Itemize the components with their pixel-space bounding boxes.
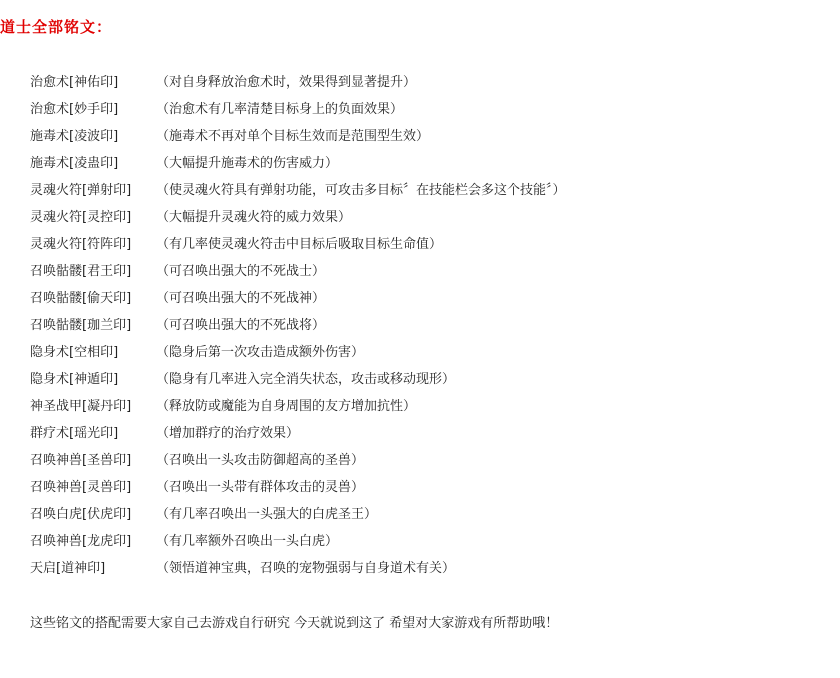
- inscription-description: （使灵魂火符具有弹射功能，可攻击多目标〞在技能栏会多这个技能〞）: [156, 183, 566, 198]
- inscription-name: 灵魂火符[符阵印]: [30, 237, 132, 252]
- inscription-name: 召唤神兽[龙虎印]: [30, 534, 132, 549]
- page-title: 道士全部铭文：: [0, 18, 113, 36]
- footer-text: 这些铭文的搭配需要大家自己去游戏自行研究 今天就说到这了 希望对大家游戏有所帮助哦！: [30, 616, 559, 631]
- inscription-row: [30, 100, 404, 127]
- inscription-name: 隐身术[神遁印]: [30, 372, 119, 387]
- inscription-row: [30, 424, 300, 451]
- inscription-name: 灵魂火符[弹射印]: [30, 183, 132, 198]
- inscription-description: （增加群疗的治疗效果）: [156, 426, 300, 441]
- inscription-description: （召唤出一头攻击防御超高的圣兽）: [156, 453, 365, 468]
- inscription-row: [30, 127, 430, 154]
- inscription-description: （有几率额外召唤出一头白虎）: [156, 534, 339, 549]
- inscription-description: （召唤出一头带有群体攻击的灵兽）: [156, 480, 365, 495]
- inscription-description: （大幅提升施毒术的伤害威力）: [156, 156, 339, 171]
- inscription-list: [30, 73, 566, 586]
- inscription-row: [30, 505, 378, 532]
- inscription-description: （可召唤出强大的不死战士）: [156, 264, 326, 279]
- inscription-description: （可召唤出强大的不死战神）: [156, 291, 326, 306]
- inscription-row: [30, 262, 326, 289]
- inscription-description: （有几率使灵魂火符击中目标后吸取目标生命值）: [156, 237, 443, 252]
- inscription-name: 灵魂火符[灵控印]: [30, 210, 132, 225]
- inscription-description: （隐身有几率进入完全消失状态，攻击或移动现形）: [156, 372, 456, 387]
- inscription-description: （对自身释放治愈术时，效果得到显著提升）: [156, 75, 417, 90]
- inscription-row: [30, 181, 566, 208]
- inscription-name: 施毒术[凌蛊印]: [30, 156, 119, 171]
- inscription-description: （有几率召唤出一头强大的白虎圣王）: [156, 507, 378, 522]
- inscription-description: （释放防或魔能为自身周围的友方增加抗性）: [156, 399, 417, 414]
- inscription-row: [30, 451, 365, 478]
- inscription-name: 施毒术[凌波印]: [30, 129, 119, 144]
- inscription-description: （隐身后第一次攻击造成额外伤害）: [156, 345, 365, 360]
- inscription-row: [30, 370, 456, 397]
- inscription-description: （施毒术不再对单个目标生效而是范围型生效）: [156, 129, 430, 144]
- inscription-row: [30, 289, 326, 316]
- inscription-name: 群疗术[瑶光印]: [30, 426, 119, 441]
- inscription-description: （可召唤出强大的不死战将）: [156, 318, 326, 333]
- inscription-row: [30, 478, 365, 505]
- inscription-row: [30, 532, 339, 559]
- inscription-name: 隐身术[空相印]: [30, 345, 119, 360]
- inscription-name: 召唤骷髅[珈兰印]: [30, 318, 132, 333]
- inscription-name: 治愈术[神佑印]: [30, 75, 119, 90]
- inscription-row: [30, 343, 365, 370]
- inscription-name: 召唤神兽[圣兽印]: [30, 453, 132, 468]
- inscription-name: 召唤白虎[伏虎印]: [30, 507, 132, 522]
- inscription-name: 治愈术[妙手印]: [30, 102, 119, 117]
- inscription-name: 天启[道神印]: [30, 561, 106, 576]
- inscription-description: （治愈术有几率清楚目标身上的负面效果）: [156, 102, 404, 117]
- inscription-row: [30, 235, 443, 262]
- inscription-description: （大幅提升灵魂火符的威力效果）: [156, 210, 352, 225]
- inscription-name: 召唤骷髅[君王印]: [30, 264, 132, 279]
- inscription-name: 神圣战甲[凝丹印]: [30, 399, 132, 414]
- inscription-row: [30, 397, 417, 424]
- inscription-row: [30, 316, 326, 343]
- inscription-description: （领悟道神宝典，召唤的宠物强弱与自身道术有关）: [156, 561, 456, 576]
- inscription-row: [30, 559, 456, 586]
- inscription-name: 召唤骷髅[偷天印]: [30, 291, 132, 306]
- inscription-row: [30, 73, 417, 100]
- inscription-row: [30, 208, 352, 235]
- inscription-row: [30, 154, 339, 181]
- inscription-name: 召唤神兽[灵兽印]: [30, 480, 132, 495]
